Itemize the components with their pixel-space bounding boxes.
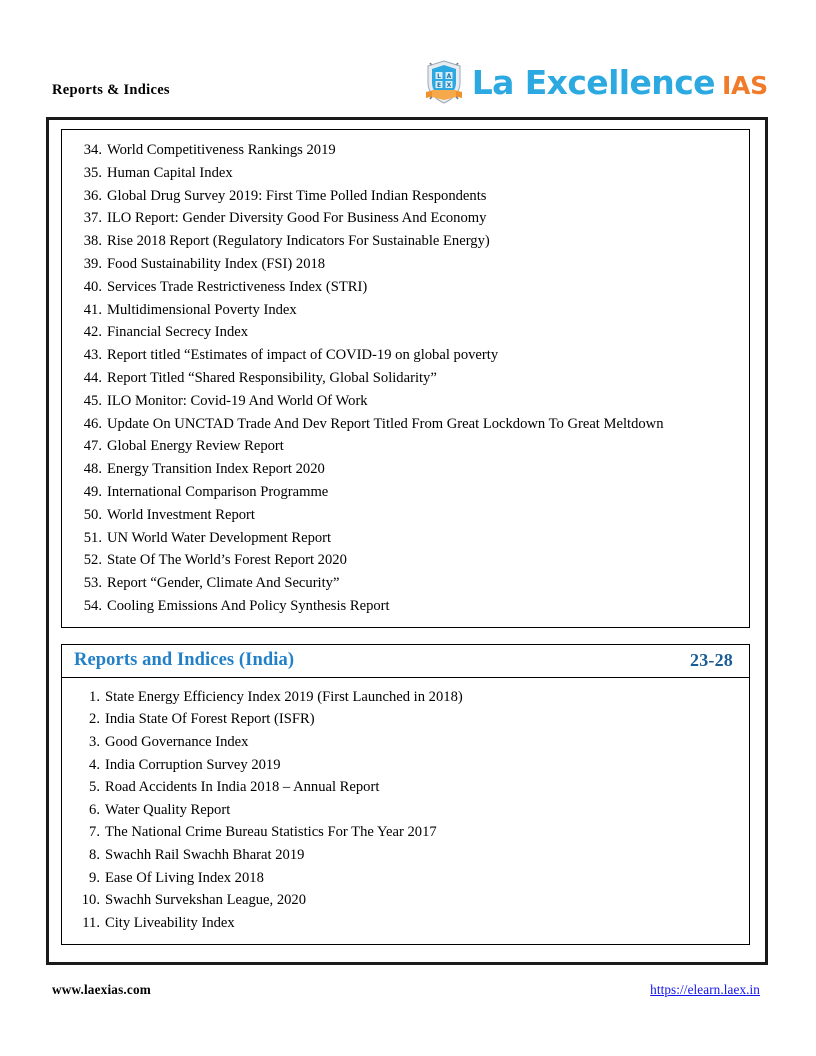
list-item-number: 36. (83, 187, 102, 204)
list-item-text: City Liveability Index (105, 914, 235, 931)
list-item-number: 43. (83, 347, 102, 364)
list-item-number: 39. (83, 255, 102, 272)
list-item (76, 253, 735, 276)
list-item-number: 42. (83, 324, 102, 341)
list-item-number: 6. (89, 801, 100, 818)
list-item-number: 5. (89, 779, 100, 796)
list-item (76, 821, 735, 844)
section-india (61, 644, 750, 946)
list-item-number: 9. (89, 869, 100, 886)
list-item-number: 46. (83, 415, 102, 432)
list-item (76, 867, 735, 890)
list-item-text: Report “Gender, Climate And Security” (107, 575, 340, 592)
list-item-number: 54. (83, 597, 102, 614)
svg-text:L: L (436, 73, 441, 80)
list-item (76, 185, 735, 208)
list-item-text: Human Capital Index (107, 164, 233, 181)
list-item-text: Global Drug Survey 2019: First Time Polled Indian Respondents (107, 187, 487, 204)
list-item (76, 367, 735, 390)
list-item (76, 230, 735, 253)
list-item-number: 47. (83, 438, 102, 455)
list-item-number: 3. (89, 734, 100, 751)
list-item-number: 35. (83, 164, 102, 181)
list-item (76, 504, 735, 527)
list-item (76, 549, 735, 572)
list-item (76, 162, 735, 185)
list-item-text: Cooling Emissions And Policy Synthesis Report (107, 597, 390, 614)
list-item (76, 708, 735, 731)
list-item (76, 889, 735, 912)
list-item-text: State Of The World’s Forest Report 2020 (107, 552, 347, 569)
list-item (76, 321, 735, 344)
list-item-number: 51. (83, 529, 102, 546)
section-heading: Reports and Indices (India) (74, 649, 295, 670)
list-item-text: UN World Water Development Report (107, 529, 332, 546)
list-item-text: Ease Of Living Index 2018 (105, 869, 264, 886)
list-item-text: ILO Monitor: Covid-19 And World Of Work (107, 392, 368, 409)
list-item-number: 41. (83, 301, 102, 318)
list-item (76, 435, 735, 458)
list-item-text: World Investment Report (107, 506, 255, 523)
list-item-number: 37. (83, 210, 102, 227)
list-item-text: Water Quality Report (105, 801, 231, 818)
section-gap (61, 628, 750, 644)
list-item (76, 572, 735, 595)
list-item (76, 139, 735, 162)
list-item (76, 527, 735, 550)
shield-icon (424, 59, 464, 105)
list-item-number: 7. (89, 824, 100, 841)
list-item-text: Report titled “Estimates of impact of COVID-19 on global poverty (107, 347, 499, 364)
list-item-text: International Comparison Programme (107, 483, 329, 500)
list-item-text: India Corruption Survey 2019 (105, 756, 281, 773)
list-item (76, 276, 735, 299)
list-item-text: Swachh Rail Swachh Bharat 2019 (105, 847, 305, 864)
list-item-number: 34. (83, 142, 102, 158)
list-item (76, 595, 735, 618)
list-item (76, 686, 735, 709)
list-item-number: 40. (83, 278, 102, 295)
list-item (76, 299, 735, 322)
list-item-number: 44. (83, 369, 102, 386)
list-item-number: 49. (83, 483, 102, 500)
list-box-world-reports (61, 129, 750, 628)
page-footer (0, 982, 816, 1022)
brand-logo (424, 58, 768, 106)
svg-text:A: A (446, 73, 452, 80)
list-item (76, 799, 735, 822)
list-item (76, 390, 735, 413)
list-item-text: State Energy Efficiency Index 2019 (First Launched in 2018) (105, 688, 463, 705)
list-item-text: Update On UNCTAD Trade And Dev Report Titled From Great Lockdown To Great Meltdown (107, 415, 664, 432)
list-item-number: 8. (89, 847, 100, 864)
list-item-text: World Competitiveness Rankings 2019 (107, 142, 336, 158)
list-item-number: 38. (83, 233, 102, 250)
list-item-text: India State Of Forest Report (ISFR) (105, 711, 315, 728)
list-item-text: Swachh Survekshan League, 2020 (105, 892, 307, 909)
list-item-text: The National Crime Bureau Statistics For The Year 2017 (105, 824, 437, 841)
report-list-world (76, 139, 735, 618)
list-item-text: Rise 2018 Report (Regulatory Indicators For Sustainable Energy) (107, 233, 490, 250)
page-title: Reports & Indices (52, 82, 170, 98)
list-item (76, 207, 735, 230)
svg-text:E: E (436, 82, 441, 89)
list-item-number: 52. (83, 552, 102, 569)
list-item-text: Good Governance Index (105, 734, 249, 751)
list-item (76, 481, 735, 504)
list-item (76, 413, 735, 436)
footer-website-text: www.laexias.com (52, 982, 151, 997)
list-item (76, 912, 735, 935)
list-item-number: 45. (83, 392, 102, 409)
list-item (76, 344, 735, 367)
footer-elearn-link[interactable]: https://elearn.laex.in (650, 982, 760, 997)
list-item-number: 10. (81, 892, 100, 909)
logo-suffix-text: IAS (721, 70, 768, 100)
list-item-number: 48. (83, 461, 102, 478)
list-item-text: Global Energy Review Report (107, 438, 284, 455)
content-area (61, 129, 750, 945)
list-item (76, 776, 735, 799)
list-item-text: Services Trade Restrictiveness Index (STRI) (107, 278, 368, 295)
list-item-number: 1. (89, 688, 100, 705)
page-header (0, 0, 816, 112)
svg-text:X: X (446, 82, 452, 89)
list-item-text: Financial Secrecy Index (107, 324, 249, 341)
list-item (76, 754, 735, 777)
list-item-text: Energy Transition Index Report 2020 (107, 461, 325, 478)
list-box-india-reports (61, 678, 750, 946)
list-item (76, 731, 735, 754)
list-item-text: Report Titled “Shared Responsibility, Global Solidarity” (107, 369, 437, 386)
list-item (76, 844, 735, 867)
section-header-row (61, 644, 750, 678)
list-item-number: 4. (89, 756, 100, 773)
list-item-text: Multidimensional Poverty Index (107, 301, 297, 318)
list-item-text: Road Accidents In India 2018 – Annual Report (105, 779, 380, 796)
report-list-india (76, 686, 735, 935)
section-page-range: 23-28 (690, 650, 733, 671)
list-item-number: 2. (89, 711, 100, 728)
logo-wordmark (471, 62, 768, 102)
list-item (76, 458, 735, 481)
list-item-text: Food Sustainability Index (FSI) 2018 (107, 255, 326, 272)
list-item-number: 50. (83, 506, 102, 523)
list-item-number: 53. (83, 575, 102, 592)
logo-brand-text: La Excellence (471, 62, 715, 102)
list-item-number: 11. (82, 914, 100, 931)
list-item-text: ILO Report: Gender Diversity Good For Business And Economy (107, 210, 487, 227)
